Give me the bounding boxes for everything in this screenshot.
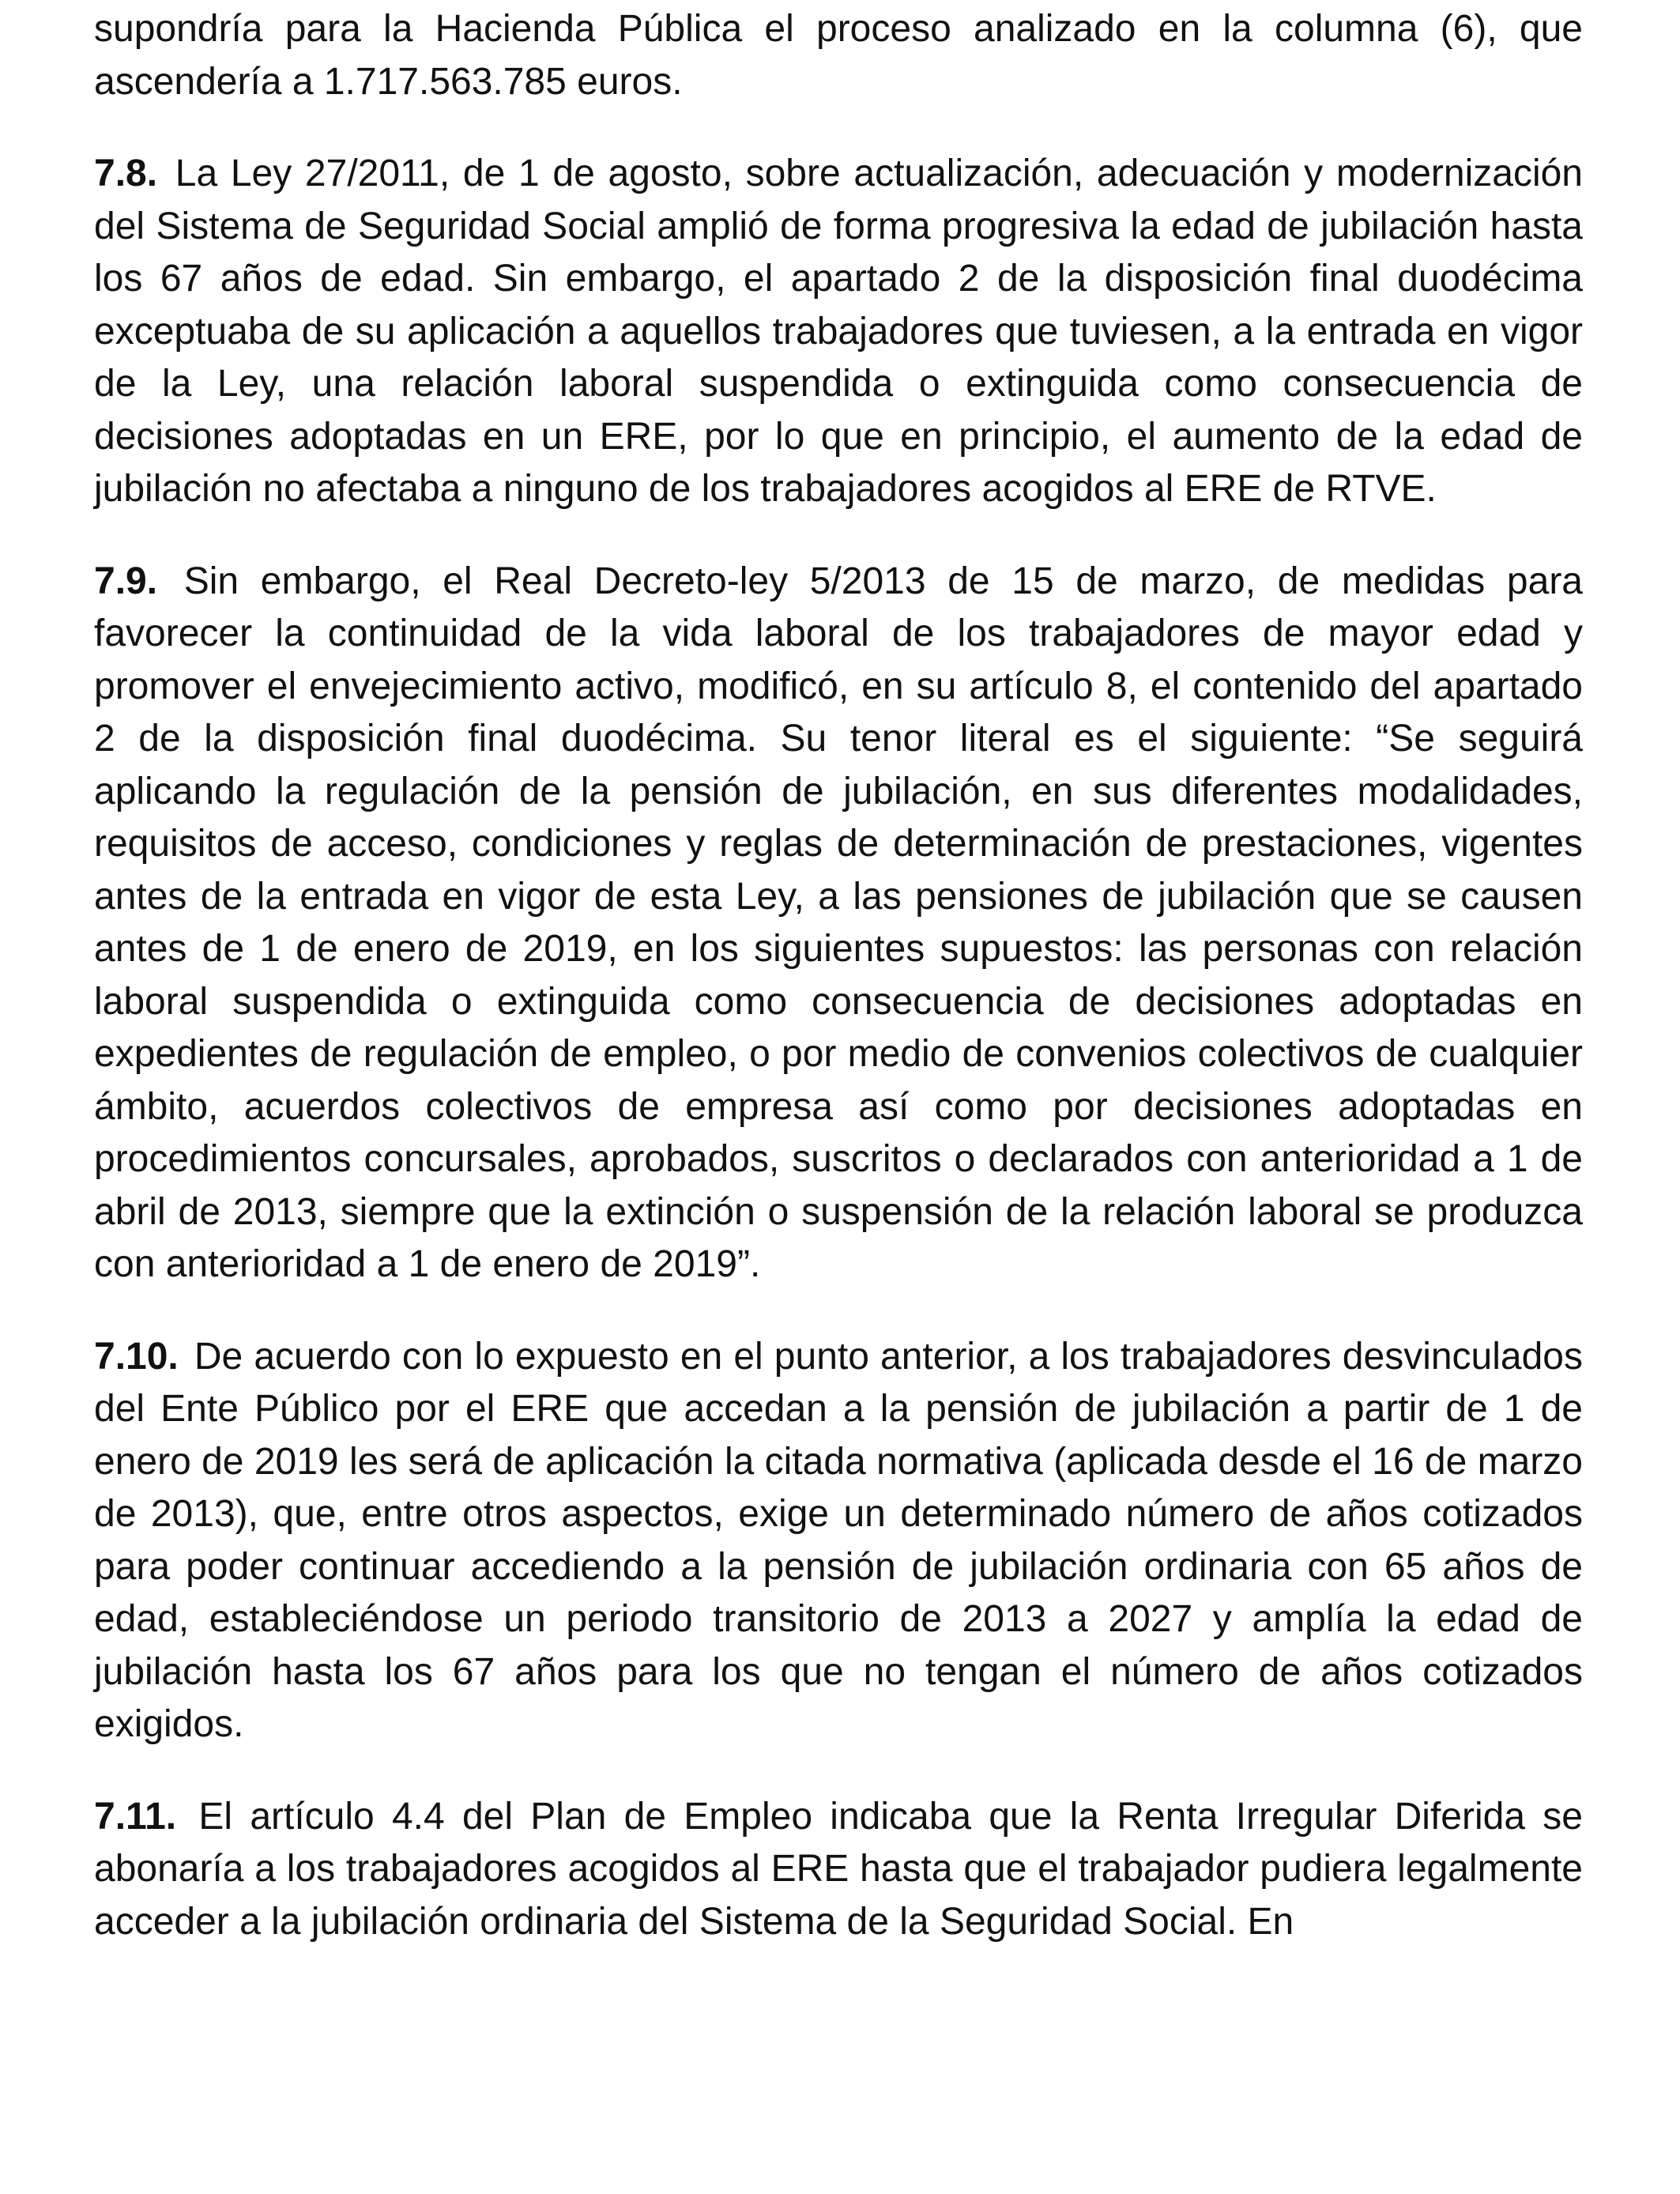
paragraph-7-9 [94,556,1583,1291]
paragraph-number: 7.10. [94,1335,179,1378]
paragraph-number: 7.9. [94,560,158,602]
paragraph-7-11 [94,1791,1583,1949]
paragraph-text: supondría para la Hacienda Pública el proceso analizado en la columna (6), que ascendería a 1.717.563.785 euros. [94,8,1583,103]
paragraph-7-10 [94,1331,1583,1751]
paragraph-text: El artículo 4.4 del Plan de Empleo indicaba que la Renta Irregular Diferida se abonaría a los trabajadores acogidos al ERE hasta que el trabajador pudiera legalmente acceder a la jubilación ordinaria del Sistema de la Seguridad Social. En [94,1795,1583,1943]
paragraph-number: 7.11. [94,1795,177,1838]
paragraph-text: Sin embargo, el Real Decreto-ley 5/2013 de 15 de marzo, de medidas para favorecer la continuidad de la vida laboral de los trabajadores de mayor edad y promover el envejecimiento activo, modificó, en su artículo 8, el contenido del apartado 2 de la disposición final duodécima. Su tenor literal es el siguiente: “Se seguirá aplicando la regulación de la pensión de jubilación, en sus diferentes modalidades, requisitos de acceso, condiciones y reglas de determinación de prestaciones, vigentes antes de la entrada en vigor de esta Ley, a las pensiones de jubilación que se causen antes de 1 de enero de 2019, en los siguientes supuestos: las personas con relación laboral suspendida o extinguida como consecuencia de decisiones adoptadas en expedientes de regulación de empleo, o por medio de convenios colectivos de cualquier ámbito, acuerdos colectivos de empresa así como por decisiones adoptadas en procedimientos concursales, aprobados, suscritos o declarados con anterioridad a 1 de abril de 2013, siempre que la extinción o suspensión de la relación laboral se produzca con anterioridad a 1 de enero de 2019”. [94,560,1583,1285]
paragraph-text: La Ley 27/2011, de 1 de agosto, sobre actualización, adecuación y modernización del Sistema de Seguridad Social amplió de forma progresiva la edad de jubilación hasta los 67 años de edad. Sin embargo, el apartado 2 de la disposición final duodécima exceptuaba de su aplicación a aquellos trabajadores que tuviesen, a la entrada en vigor de la Ley, una relación laboral suspendida o extinguida como consecuencia de decisiones adoptadas en un ERE, por lo que en principio, el aumento de la edad de jubilación no afectaba a ninguno de los trabajadores acogidos al ERE de RTVE. [94,153,1583,510]
document-body [94,3,1583,1988]
paragraph-number: 7.8. [94,153,158,194]
paragraph-continuation [94,3,1583,108]
paragraph-text: De acuerdo con lo expuesto en el punto anterior, a los trabajadores desvinculados del Ente Público por el ERE que accedan a la pensión de jubilación a partir de 1 de enero de 2019 les será de aplicación la citada normativa (aplicada desde el 16 de marzo de 2013), que, entre otros aspectos, exige un determinado número de años cotizados para poder continuar accediendo a la pensión de jubilación ordinaria con 65 años de edad, estableciéndose un periodo transitorio de 2013 a 2027 y amplía la edad de jubilación hasta los 67 años para los que no tengan el número de años cotizados exigidos. [94,1335,1583,1745]
paragraph-7-8 [94,148,1583,516]
